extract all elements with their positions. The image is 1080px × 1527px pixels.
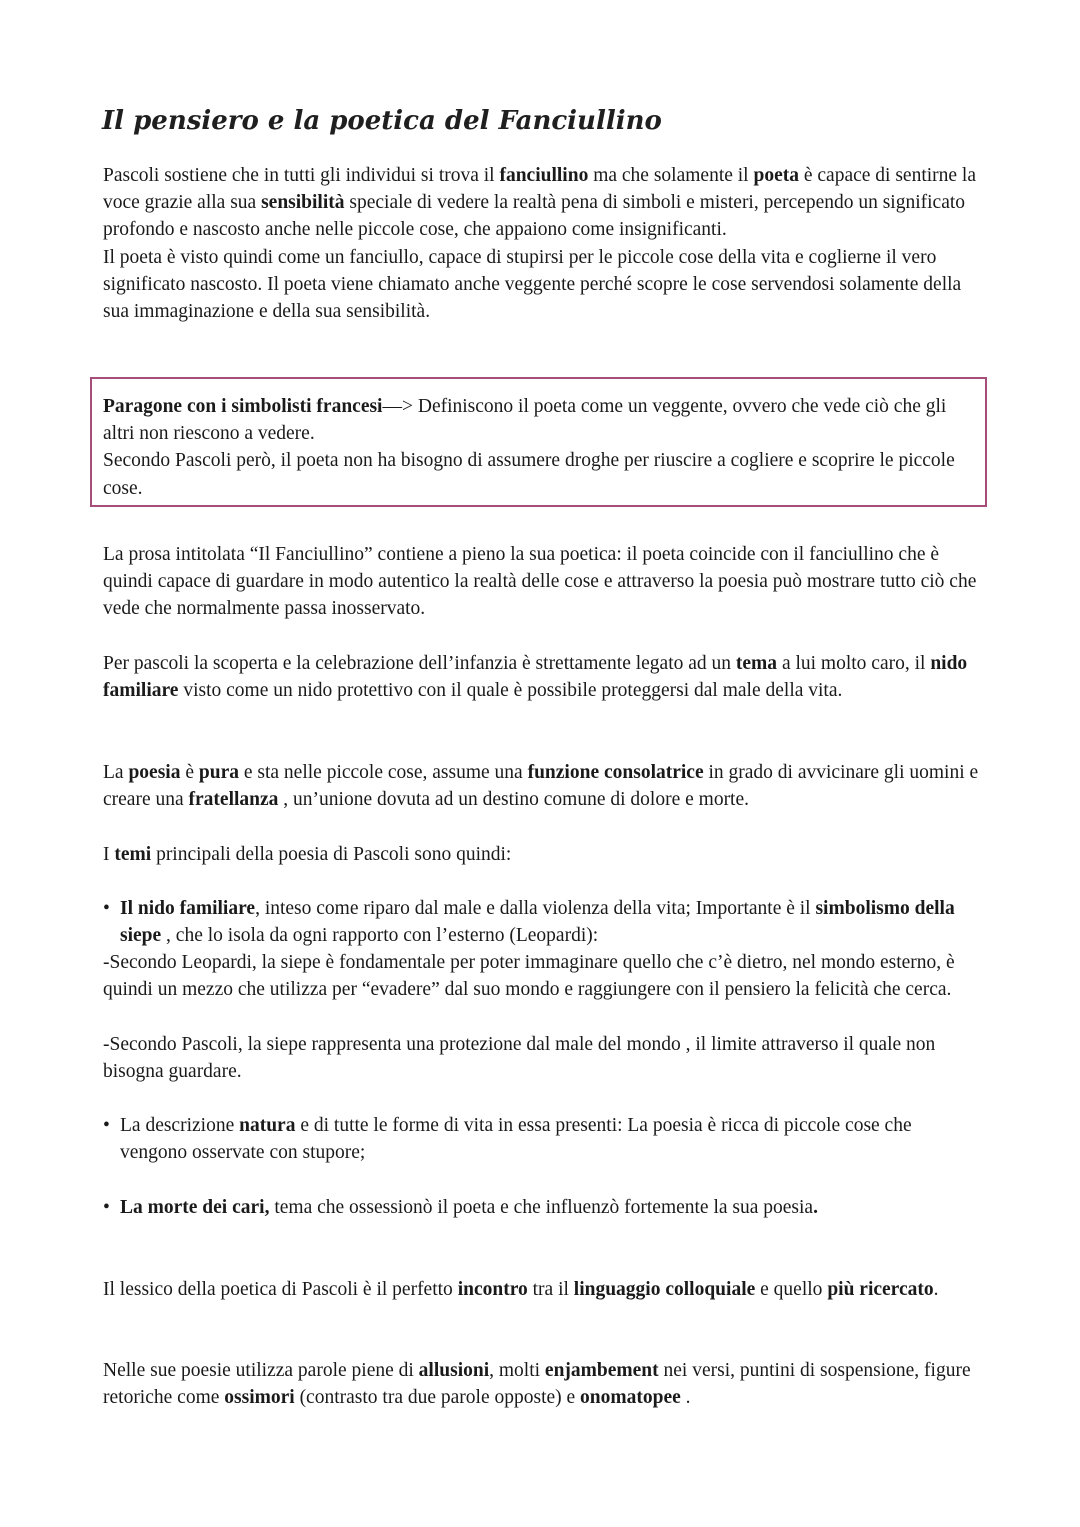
bold-term: onomatopee — [580, 1387, 681, 1409]
text-run: tra il — [527, 1279, 574, 1300]
bold-term: tema — [735, 653, 778, 674]
bold-term: natura — [239, 1115, 296, 1136]
bold-term: Il nido familiare — [120, 898, 256, 919]
text-run: principali della poesia di Pascoli sono quindi: — [151, 844, 512, 865]
list-item-text — [120, 895, 983, 949]
text-run: a lui molto caro, il — [777, 653, 931, 674]
page-title: Il pensiero e la poetica del Fanciullino — [102, 106, 662, 136]
text-run: , molti — [489, 1360, 545, 1381]
list-item — [103, 1112, 983, 1166]
bold-term: sensibilità — [261, 192, 345, 214]
text-run: tema che ossessionò il poeta e che influenzò fortemente la sua poesia — [269, 1197, 814, 1218]
bold-term: . — [813, 1197, 818, 1218]
text-run: Secondo Pascoli però, il poeta non ha bisogno di assumere droghe per riuscire a cogliere e scoprire le piccole cose. — [103, 450, 955, 499]
bullet-icon: • — [103, 1197, 110, 1218]
text-run: e di tutte le forme di vita in essa presenti: La poesia è ricca di piccole cose che vengono osservate con stupore; — [120, 1115, 912, 1164]
comparison-text — [103, 393, 973, 502]
bold-term: linguaggio colloquiale — [573, 1279, 756, 1300]
text-run: La descrizione — [120, 1115, 240, 1136]
text-run: speciale di vedere la realtà pena di simboli e misteri, percependo un significato profondo e nascosto anche nelle piccole cose, che appaiono come insignificanti. — [103, 192, 966, 241]
text-run: La — [103, 762, 129, 783]
leopardi-paragraph: -Secondo Leopardi, la siepe è fondamentale per poter immaginare quello che c’è dietro, nel mondo esterno, è quindi un mezzo che utilizza per “evadere” dal suo mondo e raggiungere con il pensiero la felicità che cerca. — [103, 952, 955, 1001]
text-run: è — [180, 762, 199, 783]
bold-term: incontro — [457, 1279, 528, 1300]
list-item — [103, 1194, 983, 1221]
nido-paragraph — [103, 650, 983, 704]
bold-term: simbolismo della siepe — [120, 898, 955, 947]
text-run: (contrasto tra due parole opposte) e — [294, 1387, 581, 1409]
pascoli-paragraph: -Secondo Pascoli, la siepe rappresenta una protezione dal male del mondo , il limite attraverso il quale non bisogna guardare. — [103, 1034, 936, 1083]
text-run: Definiscono il poeta come un veggente, ovvero che vede ciò che gli altri non riescono a vedere. — [103, 396, 947, 445]
list-item-text — [120, 1112, 983, 1166]
text-run: , che lo isola da ogni rapporto con l’esterno (Leopardi): — [161, 925, 599, 947]
text-run: Pascoli sostiene che in tutti gli individui si trova il — [103, 165, 500, 186]
text-run: I — [103, 844, 115, 865]
bold-term: ossimori — [224, 1387, 295, 1409]
text-run: Il poeta è visto quindi come un fanciullo, capace di stupirsi per le piccole cose della vita e coglierne il vero significato nascosto. Il poeta viene chiamato anche veggente perché scopre le cose servendosi solamente della sua immaginazione e della sua sensibilità. — [103, 246, 962, 323]
bold-term: fanciullino — [499, 165, 589, 186]
text-run: , un’unione dovuta ad un destino comune di dolore e morte. — [278, 789, 750, 811]
bold-term: poeta — [753, 165, 799, 186]
bold-term: enjambement — [544, 1360, 659, 1381]
text-run: ma che solamente il — [588, 165, 754, 186]
list-item — [103, 895, 983, 949]
bullet-icon: • — [103, 1115, 110, 1136]
list-item-text — [120, 1194, 983, 1221]
text-run: Nelle sue poesie utilizza parole piene di — [103, 1360, 419, 1381]
bold-term: allusioni — [418, 1360, 490, 1381]
bold-term: pura — [198, 762, 239, 783]
intro-paragraph — [103, 162, 983, 325]
lessico-paragraph — [103, 1276, 983, 1303]
arrow-symbol: —> — [382, 396, 413, 417]
text-run: e sta nelle piccole cose, assume una — [238, 762, 528, 783]
text-run: Il lessico della poetica di Pascoli è il perfetto — [103, 1279, 458, 1300]
text-run: Per pascoli la scoperta e la celebrazione dell’infanzia è strettamente legato ad un — [103, 653, 736, 674]
text-run: e quello — [755, 1279, 828, 1300]
text-run: , inteso come riparo dal male e dalla violenza della vita; Importante è il — [255, 898, 816, 919]
text-run: in grado di avvicinare gli uomini e creare una — [103, 762, 979, 811]
bold-term: La morte dei cari, — [120, 1197, 270, 1218]
text-run: è capace di sentirne la voce grazie alla sua — [103, 165, 977, 214]
text-run: visto come un nido protettivo con il quale è possibile proteggersi dal male della vita. — [178, 680, 843, 702]
text-run: . — [680, 1387, 691, 1409]
comparison-box — [90, 377, 987, 507]
bold-term: Paragone con i simbolisti francesi — [103, 396, 383, 417]
bold-term: nido familiare — [103, 653, 968, 702]
fanciullino-paragraph: La prosa intitolata “Il Fanciullino” contiene a pieno la sua poetica: il poeta coincide con il fanciullino che è quindi capace di guardare in modo autentico la realtà delle cose e attraverso la poesia può mostrare tutto ciò che vede che normalmente passa inosservato. — [103, 544, 977, 620]
bold-term: più ricercato — [827, 1279, 934, 1300]
text-run: nei versi, puntini di sospensione, figure retoriche come — [103, 1360, 971, 1409]
bold-term: poesia — [128, 762, 181, 783]
bold-term: temi — [114, 844, 152, 865]
temi-intro — [103, 841, 983, 868]
bold-term: funzione consolatrice — [527, 762, 704, 783]
bullet-icon: • — [103, 898, 110, 919]
figure-retoriche-paragraph — [103, 1357, 983, 1411]
text-run: . — [933, 1279, 939, 1300]
poesia-paragraph — [103, 759, 983, 813]
bold-term: fratellanza — [188, 789, 279, 811]
